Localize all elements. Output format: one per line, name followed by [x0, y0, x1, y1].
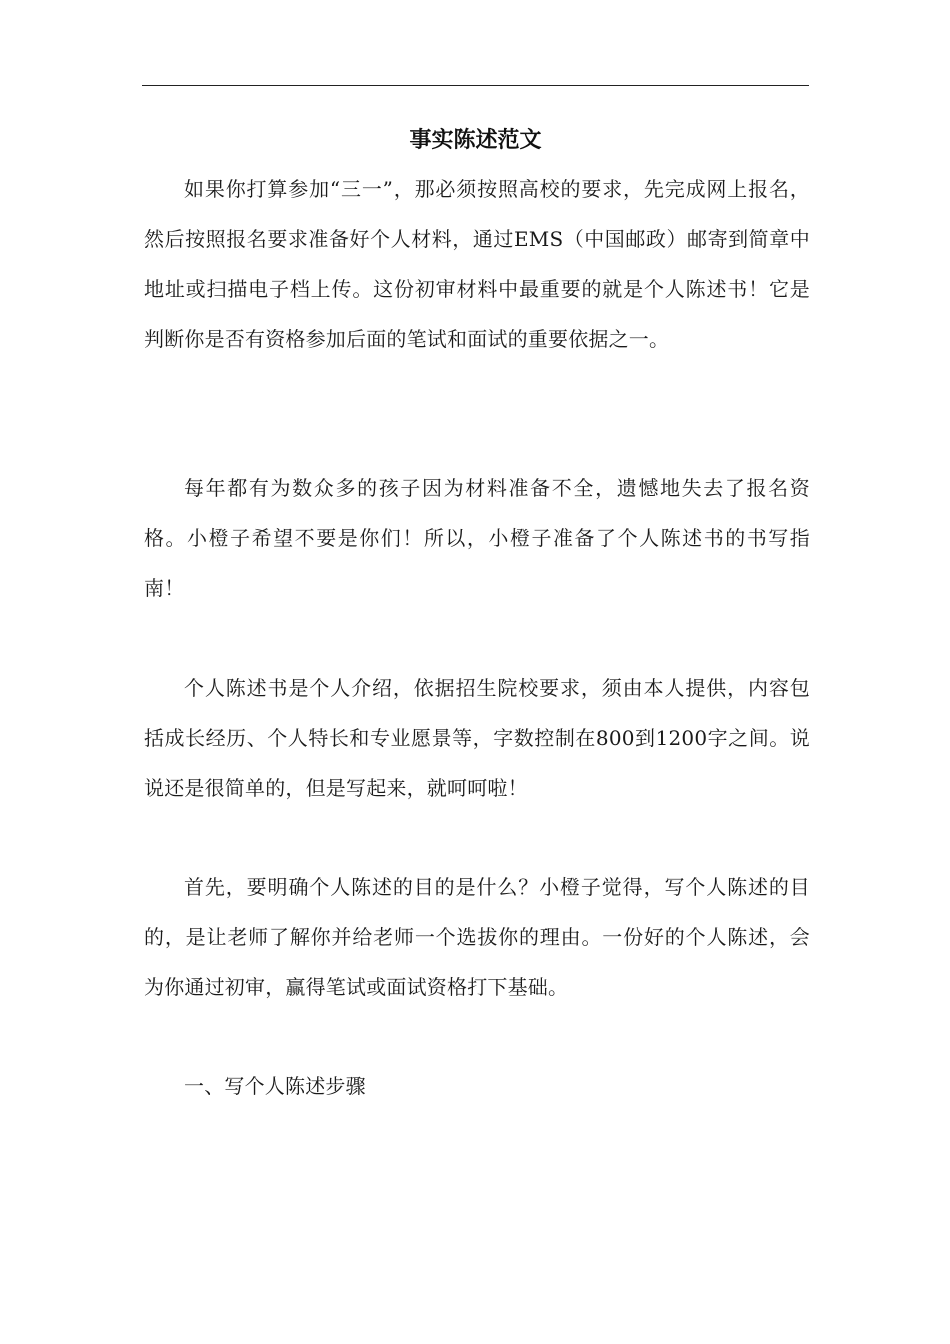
- paragraph-definition: 个人陈述书是个人介绍，依据招生院校要求，须由本人提供，内容包括成长经历、个人特长和专业愿景等，字数控制在800到1200字之间。说说还是很简单的，但是写起来，就呵呵啦！: [144, 676, 810, 800]
- header-rule: [142, 85, 809, 86]
- document-title: 事实陈述范文: [409, 127, 542, 153]
- paragraph-qualification: 每年都有为数众多的孩子因为材料准备不全，遗憾地失去了报名资格。小橙子希望不要是你们！所以，小橙子准备了个人陈述书的书写指南！: [144, 476, 810, 600]
- paragraph-intro: 如果你打算参加“三一”，那必须按照高校的要求，先完成网上报名，然后按照报名要求准备好个人材料，通过EMS（中国邮政）邮寄到简章中地址或扫描电子档上传。这份初审材料中最重要的就是个人陈述书！它是判断你是否有资格参加后面的笔试和面试的重要依据之一。: [144, 177, 810, 351]
- section-heading-steps: 一、写个人陈述步骤: [184, 1074, 366, 1098]
- paragraph-purpose: 首先，要明确个人陈述的目的是什么？小橙子觉得，写个人陈述的目的，是让老师了解你并给老师一个选拔你的理由。一份好的个人陈述，会为你通过初审，赢得笔试或面试资格打下基础。: [144, 875, 810, 999]
